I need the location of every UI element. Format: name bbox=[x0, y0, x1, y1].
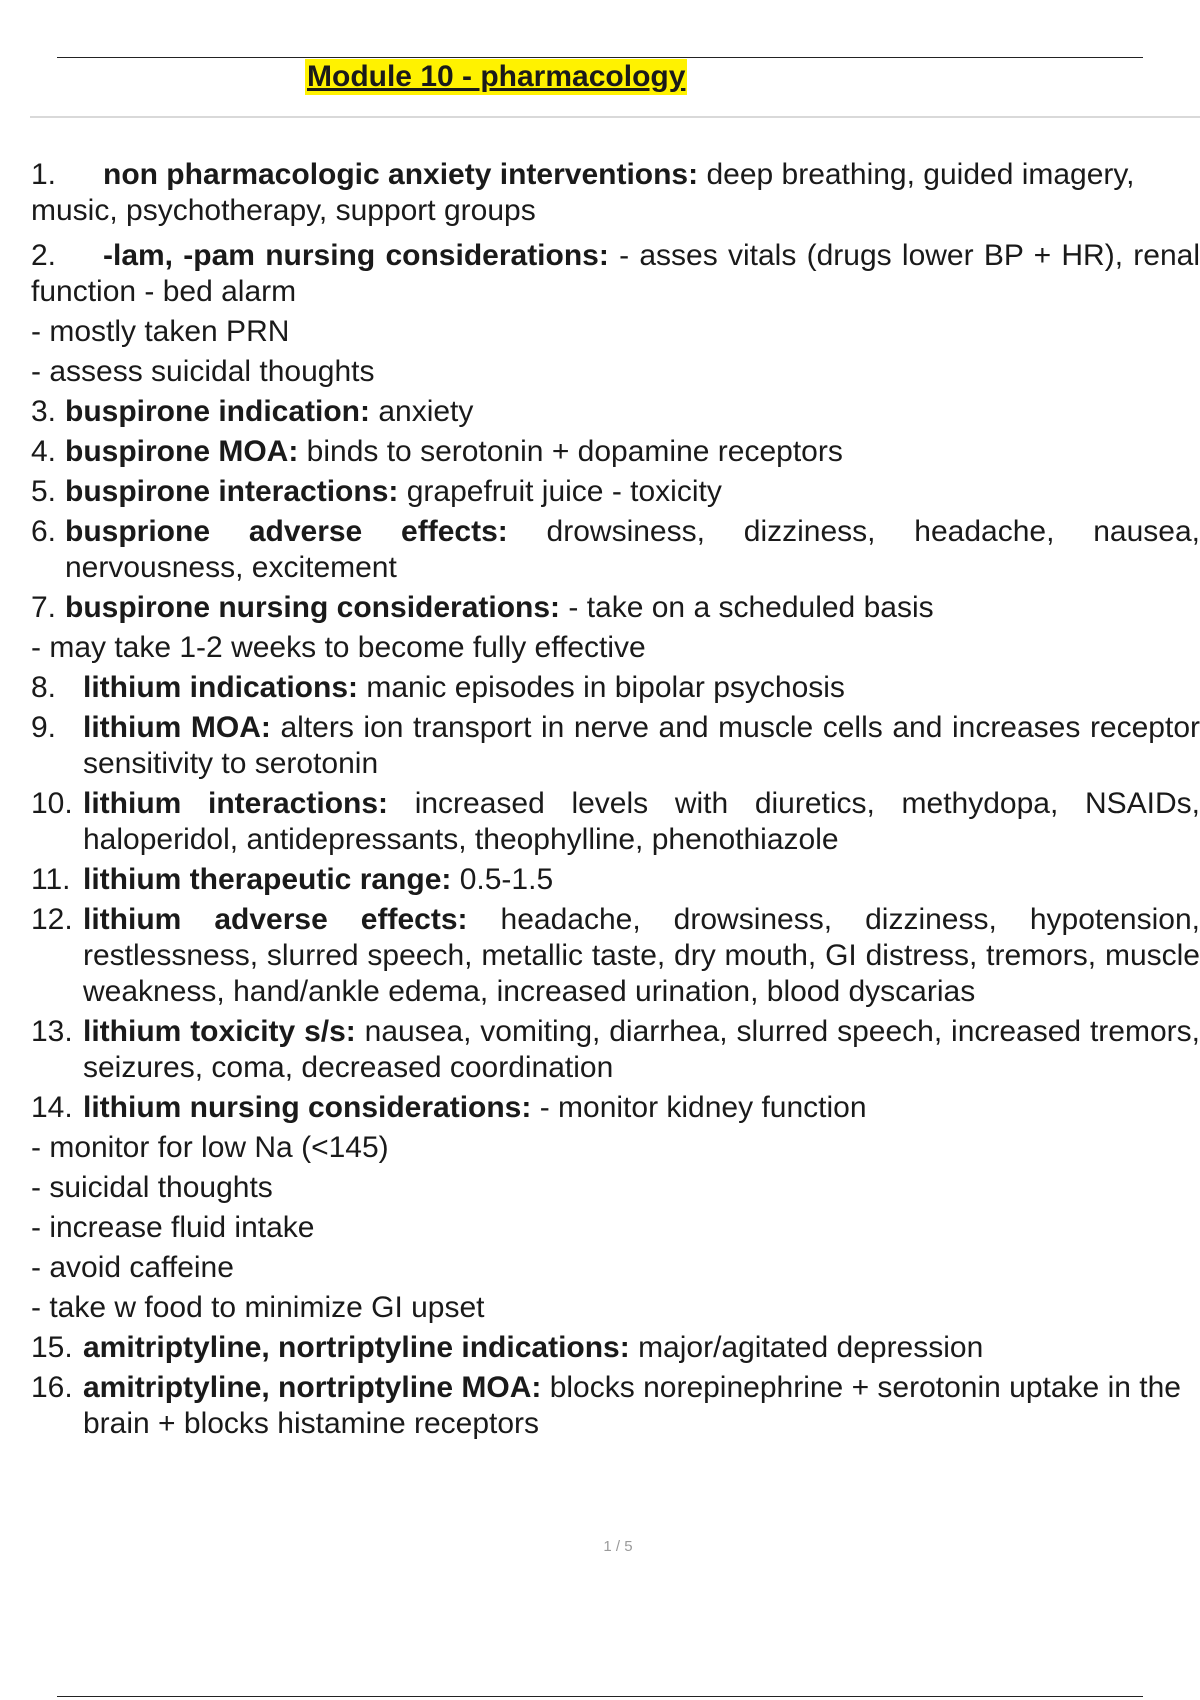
item-number: 5. bbox=[31, 475, 57, 508]
list-bullet: - may take 1-2 weeks to become fully effective bbox=[31, 631, 646, 664]
item-term: lithium indications: bbox=[83, 671, 358, 704]
list-item bbox=[31, 434, 1200, 470]
list-item bbox=[31, 238, 1200, 310]
title-divider bbox=[30, 116, 1200, 118]
item-term: lithium interactions: bbox=[83, 787, 389, 820]
item-text: blocks norepinephrine + serotonin uptake in the brain + blocks histamine receptors bbox=[83, 1371, 1181, 1440]
item-term: lithium toxicity s/s: bbox=[83, 1015, 356, 1048]
list-item bbox=[31, 590, 1200, 626]
list-item bbox=[31, 1370, 1200, 1442]
page-number: 1 / 5 bbox=[603, 1538, 633, 1555]
item-text: binds to serotonin + dopamine receptors bbox=[298, 435, 843, 468]
item-text: major/agitated depression bbox=[629, 1331, 984, 1364]
list-bullet: - monitor for low Na (<145) bbox=[31, 1131, 389, 1164]
item-number: 6. bbox=[31, 515, 57, 548]
item-text: manic episodes in bipolar psychosis bbox=[358, 671, 845, 704]
item-number: 14. bbox=[31, 1091, 73, 1124]
item-term: busprione adverse effects: bbox=[65, 515, 508, 548]
item-number: 11. bbox=[31, 863, 71, 896]
item-term: lithium adverse effects: bbox=[83, 903, 468, 936]
item-term: buspirone indication: bbox=[65, 395, 370, 428]
item-text: grapefruit juice - toxicity bbox=[398, 475, 722, 508]
list-bullet: - mostly taken PRN bbox=[31, 315, 290, 348]
item-term: lithium MOA: bbox=[83, 711, 271, 744]
item-term: non pharmacologic anxiety interventions: bbox=[103, 158, 699, 191]
list-item bbox=[31, 1330, 1200, 1366]
item-term: lithium nursing considerations: bbox=[83, 1091, 532, 1124]
item-number: 10. bbox=[31, 787, 73, 820]
document-body bbox=[31, 157, 1200, 1446]
list-item bbox=[31, 1090, 1200, 1126]
item-number: 2. bbox=[31, 239, 57, 272]
item-term: buspirone nursing considerations: bbox=[65, 591, 561, 624]
list-item bbox=[31, 902, 1200, 1010]
list-bullet: - assess suicidal thoughts bbox=[31, 355, 375, 388]
item-text: nausea, vomiting, diarrhea, slurred speech, increased tremors, seizures, coma, decreased coordination bbox=[83, 1015, 1200, 1084]
item-text: - take on a scheduled basis bbox=[560, 591, 934, 624]
list-item bbox=[31, 670, 1200, 706]
item-number: 13. bbox=[31, 1015, 73, 1048]
item-term: lithium therapeutic range: bbox=[83, 863, 452, 896]
page-title: Module 10 - pharmacology bbox=[307, 60, 686, 93]
item-text: alters ion transport in nerve and muscle cells and increases receptor sensitivity to serotonin bbox=[83, 711, 1200, 780]
item-text: - monitor kidney function bbox=[531, 1091, 867, 1124]
list-item bbox=[31, 157, 1200, 229]
item-term: amitriptyline, nortriptyline indications: bbox=[83, 1331, 630, 1364]
top-rule bbox=[57, 57, 1143, 58]
item-number: 8. bbox=[31, 671, 57, 704]
list-item bbox=[31, 474, 1200, 510]
list-item bbox=[31, 786, 1200, 858]
bottom-rule bbox=[57, 1696, 1143, 1697]
item-number: 7. bbox=[31, 591, 57, 624]
item-number: 16. bbox=[31, 1371, 73, 1404]
item-number: 15. bbox=[31, 1331, 73, 1364]
list-item bbox=[31, 1014, 1200, 1086]
list-item bbox=[31, 710, 1200, 782]
item-text: - asses vitals (drugs lower BP + HR), renal function - bed alarm bbox=[31, 239, 1200, 308]
item-text: headache, drowsiness, dizziness, hypotension, restlessness, slurred speech, metallic taste, dry mouth, GI distress, tremors, muscle weakness, hand/ankle edema, increased urination, blood dyscarias bbox=[83, 903, 1200, 1008]
item-text: drowsiness, dizziness, headache, nausea, nervousness, excitement bbox=[65, 515, 1200, 584]
list-bullet: - increase fluid intake bbox=[31, 1211, 315, 1244]
item-number: 3. bbox=[31, 395, 57, 428]
list-item bbox=[31, 394, 1200, 430]
item-text: anxiety bbox=[370, 395, 474, 428]
item-text: 0.5-1.5 bbox=[451, 863, 554, 896]
item-text: deep breathing, guided imagery, music, psychotherapy, support groups bbox=[31, 158, 1135, 227]
item-number: 12. bbox=[31, 903, 73, 936]
item-term: buspirone interactions: bbox=[65, 475, 399, 508]
list-bullet: - take w food to minimize GI upset bbox=[31, 1291, 485, 1324]
item-text: increased levels with diuretics, methydopa, NSAIDs, haloperidol, antidepressants, theophylline, phenothiazole bbox=[83, 787, 1200, 856]
list-item bbox=[31, 514, 1200, 586]
item-term: amitriptyline, nortriptyline MOA: bbox=[83, 1371, 542, 1404]
item-number: 4. bbox=[31, 435, 57, 468]
item-number: 1. bbox=[31, 158, 57, 191]
item-number: 9. bbox=[31, 711, 57, 744]
list-bullet: - avoid caffeine bbox=[31, 1251, 234, 1284]
item-term: buspirone MOA: bbox=[65, 435, 299, 468]
list-item bbox=[31, 862, 1200, 898]
item-term: -lam, -pam nursing considerations: bbox=[103, 239, 609, 272]
list-bullet: - suicidal thoughts bbox=[31, 1171, 273, 1204]
